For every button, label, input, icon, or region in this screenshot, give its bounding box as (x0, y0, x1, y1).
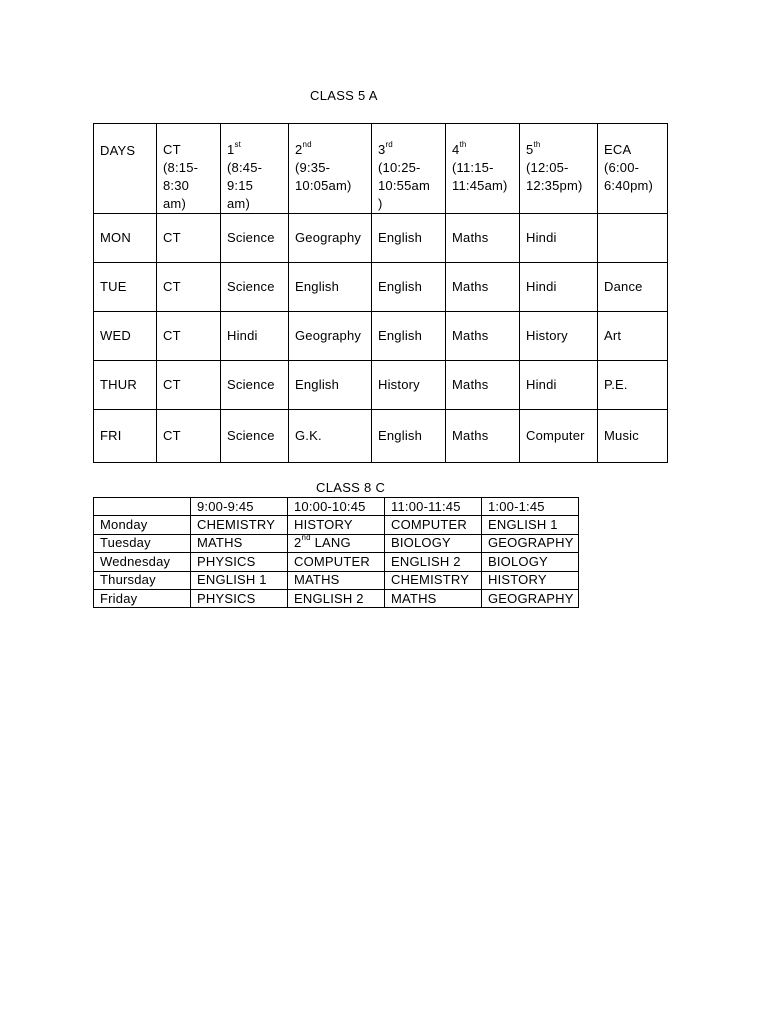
header-text: am) (163, 196, 186, 211)
header-cell: 11:00-11:45 (385, 498, 482, 516)
period-ordinal (227, 141, 288, 159)
table-cell: Computer (520, 410, 598, 463)
table-cell: HISTORY (288, 516, 385, 534)
table-cell: Hindi (221, 312, 289, 361)
table-row (94, 410, 668, 463)
ordinal-number: 1 (227, 142, 235, 157)
header-cell: 9:00-9:45 (191, 498, 288, 516)
table-cell: COMPUTER (288, 553, 385, 571)
ordinal-number: 2 (295, 142, 303, 157)
header-row (94, 498, 579, 516)
table-cell: Hindi (520, 214, 598, 263)
period-ordinal (526, 141, 597, 159)
ordinal-number: 2 (294, 535, 302, 551)
table-cell: P.E. (598, 361, 668, 410)
day-cell: Friday (94, 589, 191, 607)
table-cell: HISTORY (482, 571, 579, 589)
table-cell: Science (221, 214, 289, 263)
table-cell: CHEMISTRY (191, 516, 288, 534)
header-text: 10:55am (378, 178, 430, 193)
day-cell: Thursday (94, 571, 191, 589)
table-row (94, 361, 668, 410)
table-cell: Geography (289, 214, 372, 263)
header-cell-period-1 (221, 124, 289, 214)
class-8c-timetable (93, 497, 579, 608)
header-text: ) (378, 196, 383, 211)
table-cell: Geography (289, 312, 372, 361)
ordinal-suffix: th (459, 139, 467, 149)
ordinal-suffix: nd (302, 139, 312, 149)
table-cell: GEOGRAPHY (482, 589, 579, 607)
header-cell (94, 498, 191, 516)
header-text: CT (163, 142, 181, 157)
ordinal-suffix: rd (385, 139, 393, 149)
header-text: am) (227, 196, 250, 211)
table-cell: G.K. (289, 410, 372, 463)
ordinal-number: 3 (378, 142, 386, 157)
header-text: (8:45- (227, 160, 263, 175)
day-cell: THUR (94, 361, 157, 410)
table-cell-second-lang (288, 534, 385, 552)
class-5a-title: CLASS 5 A (310, 88, 378, 103)
table-cell: PHYSICS (191, 553, 288, 571)
header-cell-period-4 (446, 124, 520, 214)
class-5a-timetable (93, 123, 668, 463)
table-row (94, 553, 579, 571)
header-text: (6:00- (604, 160, 640, 175)
table-cell: MATHS (288, 571, 385, 589)
table-cell: ENGLISH 1 (191, 571, 288, 589)
table-cell: English (372, 263, 446, 312)
table-cell: English (372, 410, 446, 463)
table-cell: English (289, 263, 372, 312)
header-text: (12:05- (526, 160, 569, 175)
header-text: 8:30 (163, 178, 190, 193)
period-ordinal (378, 141, 445, 159)
table-cell: ENGLISH 2 (288, 589, 385, 607)
class-8c-title: CLASS 8 C (316, 480, 386, 495)
table-row (94, 312, 668, 361)
day-cell: FRI (94, 410, 157, 463)
table-cell: Music (598, 410, 668, 463)
header-cell-ct (157, 124, 221, 214)
ordinal-number: 4 (452, 142, 460, 157)
table-cell: Maths (446, 312, 520, 361)
table-row (94, 214, 668, 263)
table-cell: BIOLOGY (482, 553, 579, 571)
table-cell: MATHS (385, 589, 482, 607)
period-ordinal (295, 141, 371, 159)
day-cell: WED (94, 312, 157, 361)
table-row (94, 534, 579, 552)
table-cell: GEOGRAPHY (482, 534, 579, 552)
table-cell: English (289, 361, 372, 410)
table-cell: Science (221, 263, 289, 312)
ordinal-suffix: nd (301, 533, 311, 543)
table-cell: History (372, 361, 446, 410)
header-text: (11:15- (452, 160, 494, 175)
table-cell: COMPUTER (385, 516, 482, 534)
header-cell: 10:00-10:45 (288, 498, 385, 516)
table-cell: Maths (446, 214, 520, 263)
ordinal-number: 5 (526, 142, 534, 157)
table-cell: History (520, 312, 598, 361)
table-cell: Hindi (520, 263, 598, 312)
header-text: 11:45am) (452, 178, 508, 193)
header-text: 9:15 (227, 178, 254, 193)
table-cell: English (372, 312, 446, 361)
table-cell: MATHS (191, 534, 288, 552)
header-cell-period-5 (520, 124, 598, 214)
header-cell-period-2 (289, 124, 372, 214)
table-cell: CT (157, 263, 221, 312)
header-cell: 1:00-1:45 (482, 498, 579, 516)
table-cell: CT (157, 361, 221, 410)
table-cell: CHEMISTRY (385, 571, 482, 589)
table-cell: CT (157, 410, 221, 463)
table-cell: Maths (446, 410, 520, 463)
table-cell: Art (598, 312, 668, 361)
period-ordinal (452, 141, 519, 159)
table-cell: BIOLOGY (385, 534, 482, 552)
lang-label: LANG (314, 535, 351, 551)
day-cell: Tuesday (94, 534, 191, 552)
header-text: ECA (604, 142, 632, 157)
table-row (94, 516, 579, 534)
table-cell: Science (221, 410, 289, 463)
table-cell: Hindi (520, 361, 598, 410)
header-cell-period-3 (372, 124, 446, 214)
table-cell: Maths (446, 263, 520, 312)
header-text: 6:40pm) (604, 178, 654, 193)
ordinal-suffix: th (533, 139, 541, 149)
table-cell (598, 214, 668, 263)
header-text: 12:35pm) (526, 178, 583, 193)
table-row (94, 589, 579, 607)
table-cell: English (372, 214, 446, 263)
header-cell-eca (598, 124, 668, 214)
day-cell: MON (94, 214, 157, 263)
table-row (94, 263, 668, 312)
header-text: (10:25- (378, 160, 421, 175)
day-cell: TUE (94, 263, 157, 312)
table-cell: Science (221, 361, 289, 410)
table-cell: CT (157, 214, 221, 263)
ordinal-suffix: st (234, 139, 242, 149)
header-text: (8:15- (163, 160, 199, 175)
header-cell-days (94, 124, 157, 214)
header-text: 10:05am) (295, 178, 352, 193)
day-cell: Wednesday (94, 553, 191, 571)
header-text: DAYS (100, 143, 136, 158)
table-cell: Maths (446, 361, 520, 410)
header-row (94, 124, 668, 214)
header-text: (9:35- (295, 160, 331, 175)
table-cell: PHYSICS (191, 589, 288, 607)
table-cell: Dance (598, 263, 668, 312)
table-cell: CT (157, 312, 221, 361)
day-cell: Monday (94, 516, 191, 534)
table-cell: ENGLISH 1 (482, 516, 579, 534)
table-row (94, 571, 579, 589)
table-cell: ENGLISH 2 (385, 553, 482, 571)
